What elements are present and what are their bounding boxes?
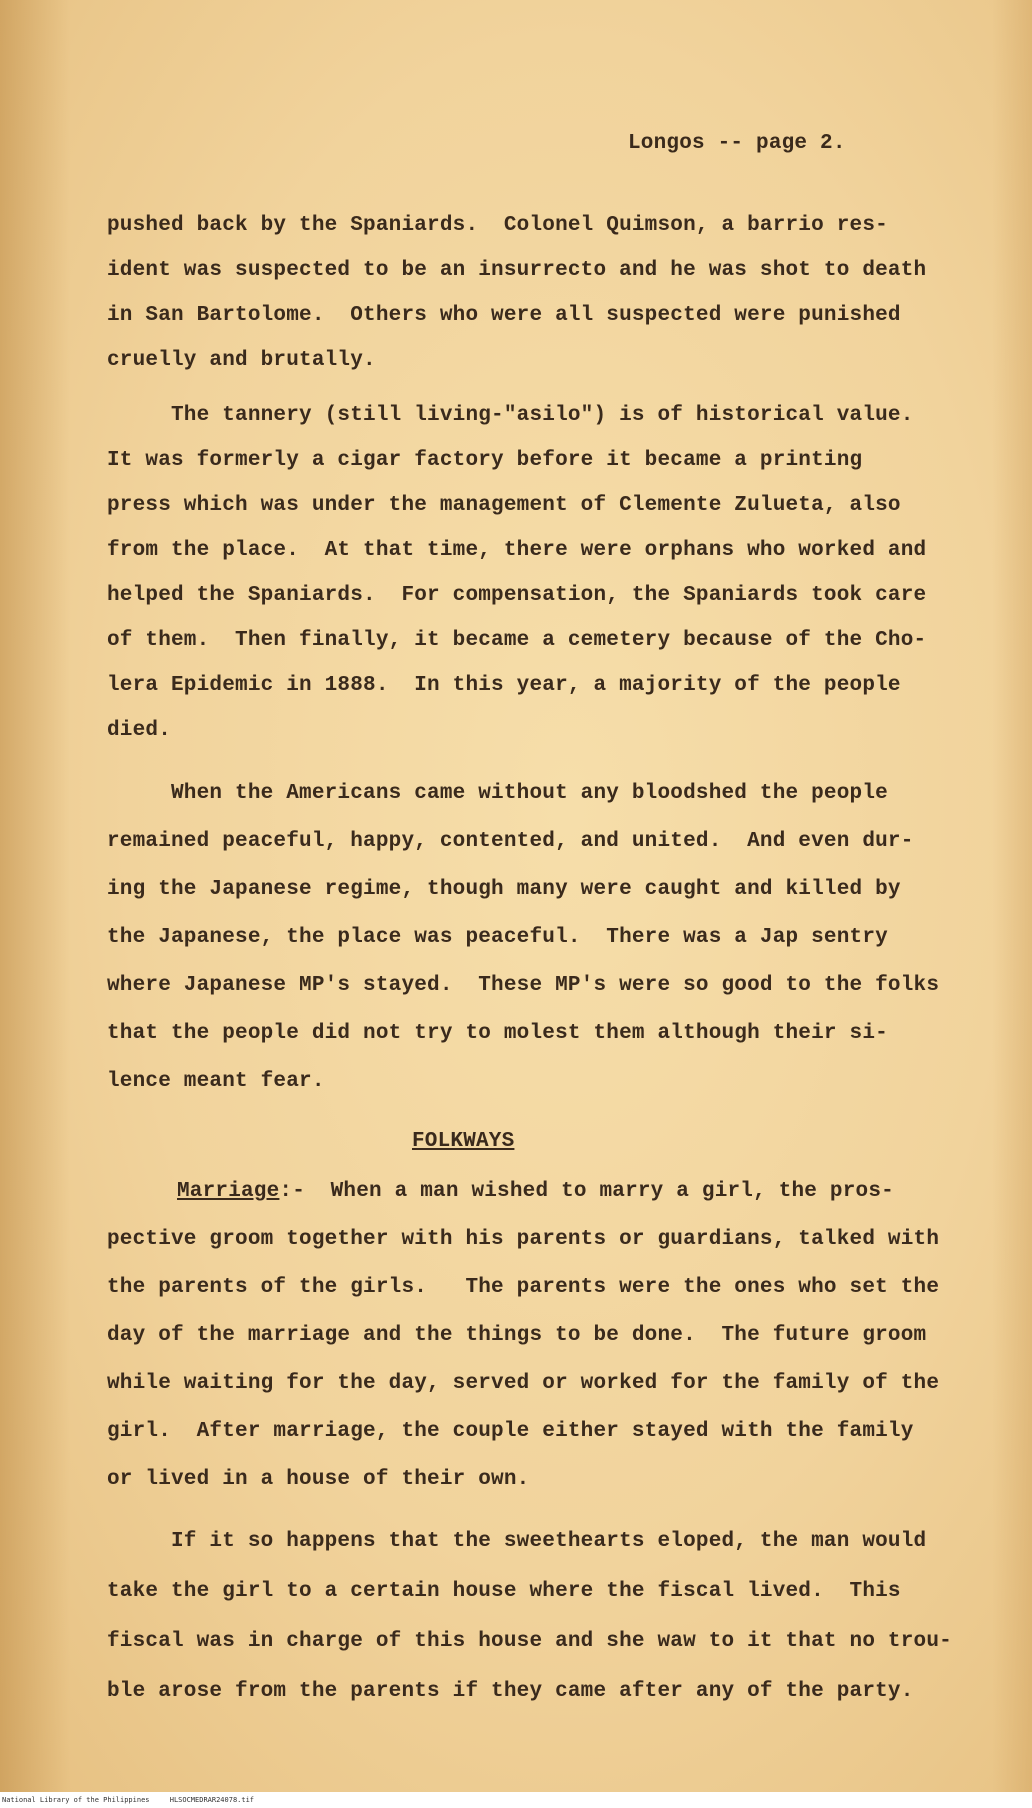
- text-line: of them. Then finally, it became a cemetery because of the Cho-: [107, 629, 927, 652]
- text-line: The tannery (still living-"asilo") is of historical value.: [107, 404, 914, 427]
- text-line: cruelly and brutally.: [107, 349, 376, 372]
- text-line: where Japanese MP's stayed. These MP's were so good to the folks: [107, 974, 940, 997]
- text-line: day of the marriage and the things to be done. The future groom: [107, 1324, 927, 1347]
- text-line: pective groom together with his parents or guardians, talked with: [107, 1228, 940, 1251]
- text-line: fiscal was in charge of this house and she waw to it that no trou-: [107, 1630, 952, 1653]
- text-line: press which was under the management of Clemente Zulueta, also: [107, 494, 901, 517]
- scan-footer: [0, 1792, 1032, 1808]
- text-line: pushed back by the Spaniards. Colonel Quimson, a barrio res-: [107, 214, 888, 237]
- marriage-first-line: [177, 1180, 894, 1203]
- text-line: the Japanese, the place was peaceful. There was a Jap sentry: [107, 926, 888, 949]
- marriage-label: Marriage: [177, 1180, 280, 1203]
- text-line: take the girl to a certain house where the fiscal lived. This: [107, 1580, 901, 1603]
- text-line: It was formerly a cigar factory before it became a printing: [107, 449, 863, 472]
- footer-file-id: HLSOCMEDRAR24078.tif: [169, 1796, 255, 1804]
- text-line: remained peaceful, happy, contented, and united. And even dur-: [107, 830, 914, 853]
- text-line: ble arose from the parents if they came after any of the party.: [107, 1680, 914, 1703]
- text-line: ident was suspected to be an insurrecto and he was shot to death: [107, 259, 927, 282]
- text-line: the parents of the girls. The parents were the ones who set the: [107, 1276, 940, 1299]
- text-line: from the place. At that time, there were orphans who worked and: [107, 539, 927, 562]
- text-line: girl. After marriage, the couple either stayed with the family: [107, 1420, 914, 1443]
- footer-institution: National Library of the Philippines: [2, 1796, 150, 1804]
- text-line: that the people did not try to molest them although their si-: [107, 1022, 888, 1045]
- text-line: lera Epidemic in 1888. In this year, a majority of the people: [107, 674, 901, 697]
- section-title: FOLKWAYS: [412, 1130, 515, 1153]
- text-line: ing the Japanese regime, though many were caught and killed by: [107, 878, 901, 901]
- text-line: helped the Spaniards. For compensation, the Spaniards took care: [107, 584, 927, 607]
- text-line: If it so happens that the sweethearts eloped, the man would: [107, 1530, 927, 1553]
- text-line: died.: [107, 719, 172, 742]
- marriage-first-line-text: :- When a man wished to marry a girl, the pros-: [279, 1180, 894, 1203]
- text-line: while waiting for the day, served or worked for the family of the: [107, 1372, 940, 1395]
- text-line: When the Americans came without any bloodshed the people: [107, 782, 888, 805]
- text-line: lence meant fear.: [107, 1070, 325, 1093]
- page-header: Longos -- page 2.: [628, 132, 846, 155]
- text-line: or lived in a house of their own.: [107, 1468, 530, 1491]
- text-line: in San Bartolome. Others who were all suspected were punished: [107, 304, 901, 327]
